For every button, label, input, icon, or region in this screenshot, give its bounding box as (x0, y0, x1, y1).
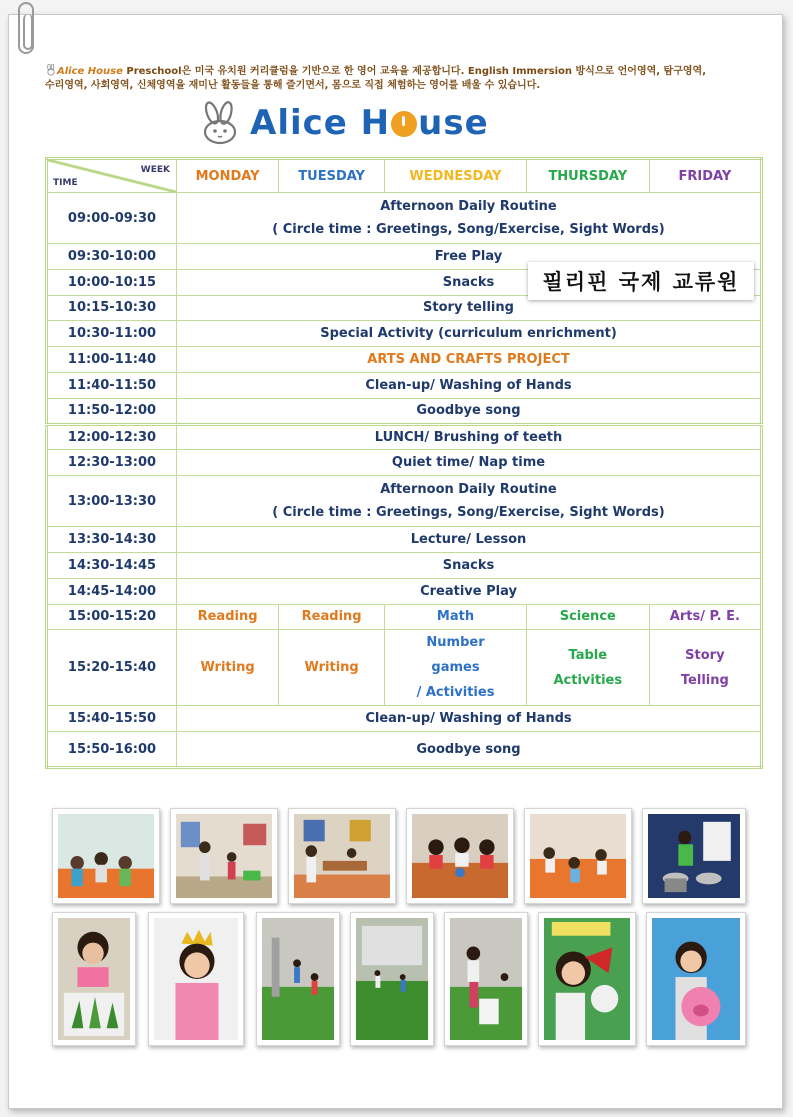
activity-cell: Afternoon Daily Routine ( Circle time : Greetings, Song/Exercise, Sight Words) (177, 193, 762, 244)
time-cell: 11:00-11:40 (47, 347, 177, 373)
schedule-row (47, 424, 762, 450)
wednesday-subject: Math (385, 604, 527, 630)
day-header-tuesday: TUESDAY (279, 159, 385, 193)
time-cell: 12:30-13:00 (47, 450, 177, 476)
day-header-wednesday: WEDNESDAY (385, 159, 527, 193)
schedule-row (47, 732, 762, 768)
photo-floor-activity (524, 808, 632, 904)
activity-cell: Story telling (177, 295, 762, 321)
schedule-row-daily-subjects (47, 604, 762, 630)
time-cell: 10:00-10:15 (47, 269, 177, 295)
time-cell: 15:00-15:20 (47, 604, 177, 630)
day-header-friday: FRIDAY (649, 159, 761, 193)
activity-cell: ARTS AND CRAFTS PROJECT (177, 347, 762, 373)
photo-girl-crown (148, 912, 244, 1046)
time-cell: 13:30-14:30 (47, 527, 177, 553)
photo-ball-game (444, 912, 528, 1046)
logo-text: Alice H use (250, 103, 489, 143)
intro-text-1: Preschool은 미국 유치원 커리큘럼을 기반으로 한 영어 교육을 제공합니다. English Immersion 방식으로 언어영역, 탐구영역, (122, 66, 706, 77)
time-label: TIME (53, 178, 78, 188)
time-cell: 13:00-13:30 (47, 476, 177, 527)
schedule-row (47, 398, 762, 424)
activity-cell: Goodbye song (177, 732, 762, 768)
rabbit-icon (45, 64, 57, 76)
thursday-activity: Table Activities (526, 630, 649, 706)
wednesday-activity: Number games / Activities (385, 630, 527, 706)
alice-house-logo (196, 100, 536, 146)
schedule-row (47, 372, 762, 398)
time-cell: 11:40-11:50 (47, 372, 177, 398)
corner-cell (47, 159, 177, 193)
photo-music-drums (642, 808, 746, 904)
photo-classroom-circle (52, 808, 160, 904)
overlay-stamp: 필리핀 국제 교류원 (528, 262, 754, 300)
schedule-row (47, 706, 762, 732)
friday-activity: Story Telling (649, 630, 761, 706)
schedule-row (47, 578, 762, 604)
schedule-row (47, 527, 762, 553)
photo-welcome-craft (538, 912, 636, 1046)
time-cell: 15:20-15:40 (47, 630, 177, 706)
intro-brand: Alice House (57, 66, 123, 77)
header-row (47, 159, 762, 193)
week-label: WEEK (140, 165, 170, 175)
bunny-logo-icon (196, 101, 246, 145)
monday-activity: Writing (177, 630, 279, 706)
photo-snack-time (406, 808, 514, 904)
schedule-row (47, 347, 762, 373)
logo-clock-icon (391, 111, 417, 137)
time-cell: 15:40-15:50 (47, 706, 177, 732)
time-cell: 15:50-16:00 (47, 732, 177, 768)
time-cell: 14:45-14:00 (47, 578, 177, 604)
photo-classroom-table (288, 808, 396, 904)
activity-cell: Clean-up/ Washing of Hands (177, 372, 762, 398)
activity-cell: Lecture/ Lesson (177, 527, 762, 553)
activity-cell: Quiet time/ Nap time (177, 450, 762, 476)
photo-playground (350, 912, 434, 1046)
time-cell: 09:30-10:00 (47, 244, 177, 270)
schedule-row (47, 476, 762, 527)
time-cell: 10:30-11:00 (47, 321, 177, 347)
time-cell: 10:15-10:30 (47, 295, 177, 321)
photo-classroom-dance (170, 808, 278, 904)
activity-cell: Goodbye song (177, 398, 762, 424)
photo-outdoor-play (256, 912, 340, 1046)
time-cell: 12:00-12:30 (47, 424, 177, 450)
day-header-monday: MONDAY (177, 159, 279, 193)
tuesday-subject: Reading (279, 604, 385, 630)
activity-cell: LUNCH/ Brushing of teeth (177, 424, 762, 450)
day-header-thursday: THURSDAY (526, 159, 649, 193)
paperclip-icon (18, 2, 34, 54)
activity-cell: Snacks (177, 269, 762, 295)
thursday-subject: Science (526, 604, 649, 630)
schedule-row (47, 552, 762, 578)
time-cell: 14:30-14:45 (47, 552, 177, 578)
intro-paragraph (45, 64, 765, 93)
friday-subject: Arts/ P. E. (649, 604, 761, 630)
time-cell: 09:00-09:30 (47, 193, 177, 244)
photo-pig-mask (646, 912, 746, 1046)
tuesday-activity: Writing (279, 630, 385, 706)
schedule-row (47, 450, 762, 476)
activity-cell: Creative Play (177, 578, 762, 604)
activity-cell: Snacks (177, 552, 762, 578)
activity-cell: Free Play (177, 244, 762, 270)
photo-leaf-art (52, 912, 136, 1046)
photo-gallery (52, 808, 746, 1048)
monday-subject: Reading (177, 604, 279, 630)
time-cell: 11:50-12:00 (47, 398, 177, 424)
schedule-row (47, 321, 762, 347)
schedule-row (47, 193, 762, 244)
intro-text-2: 수리영역, 사회영역, 신체영역을 재미난 활동들을 통해 즐기면서, 몸으로 직접 체험하는 영어를 배울 수 있습니다. (45, 80, 541, 91)
activity-cell: Special Activity (curriculum enrichment) (177, 321, 762, 347)
activity-cell: Afternoon Daily Routine ( Circle time : Greetings, Song/Exercise, Sight Words) (177, 476, 762, 527)
schedule-row-daily-activities (47, 630, 762, 706)
activity-cell: Clean-up/ Washing of Hands (177, 706, 762, 732)
weekly-schedule-table (45, 157, 763, 769)
